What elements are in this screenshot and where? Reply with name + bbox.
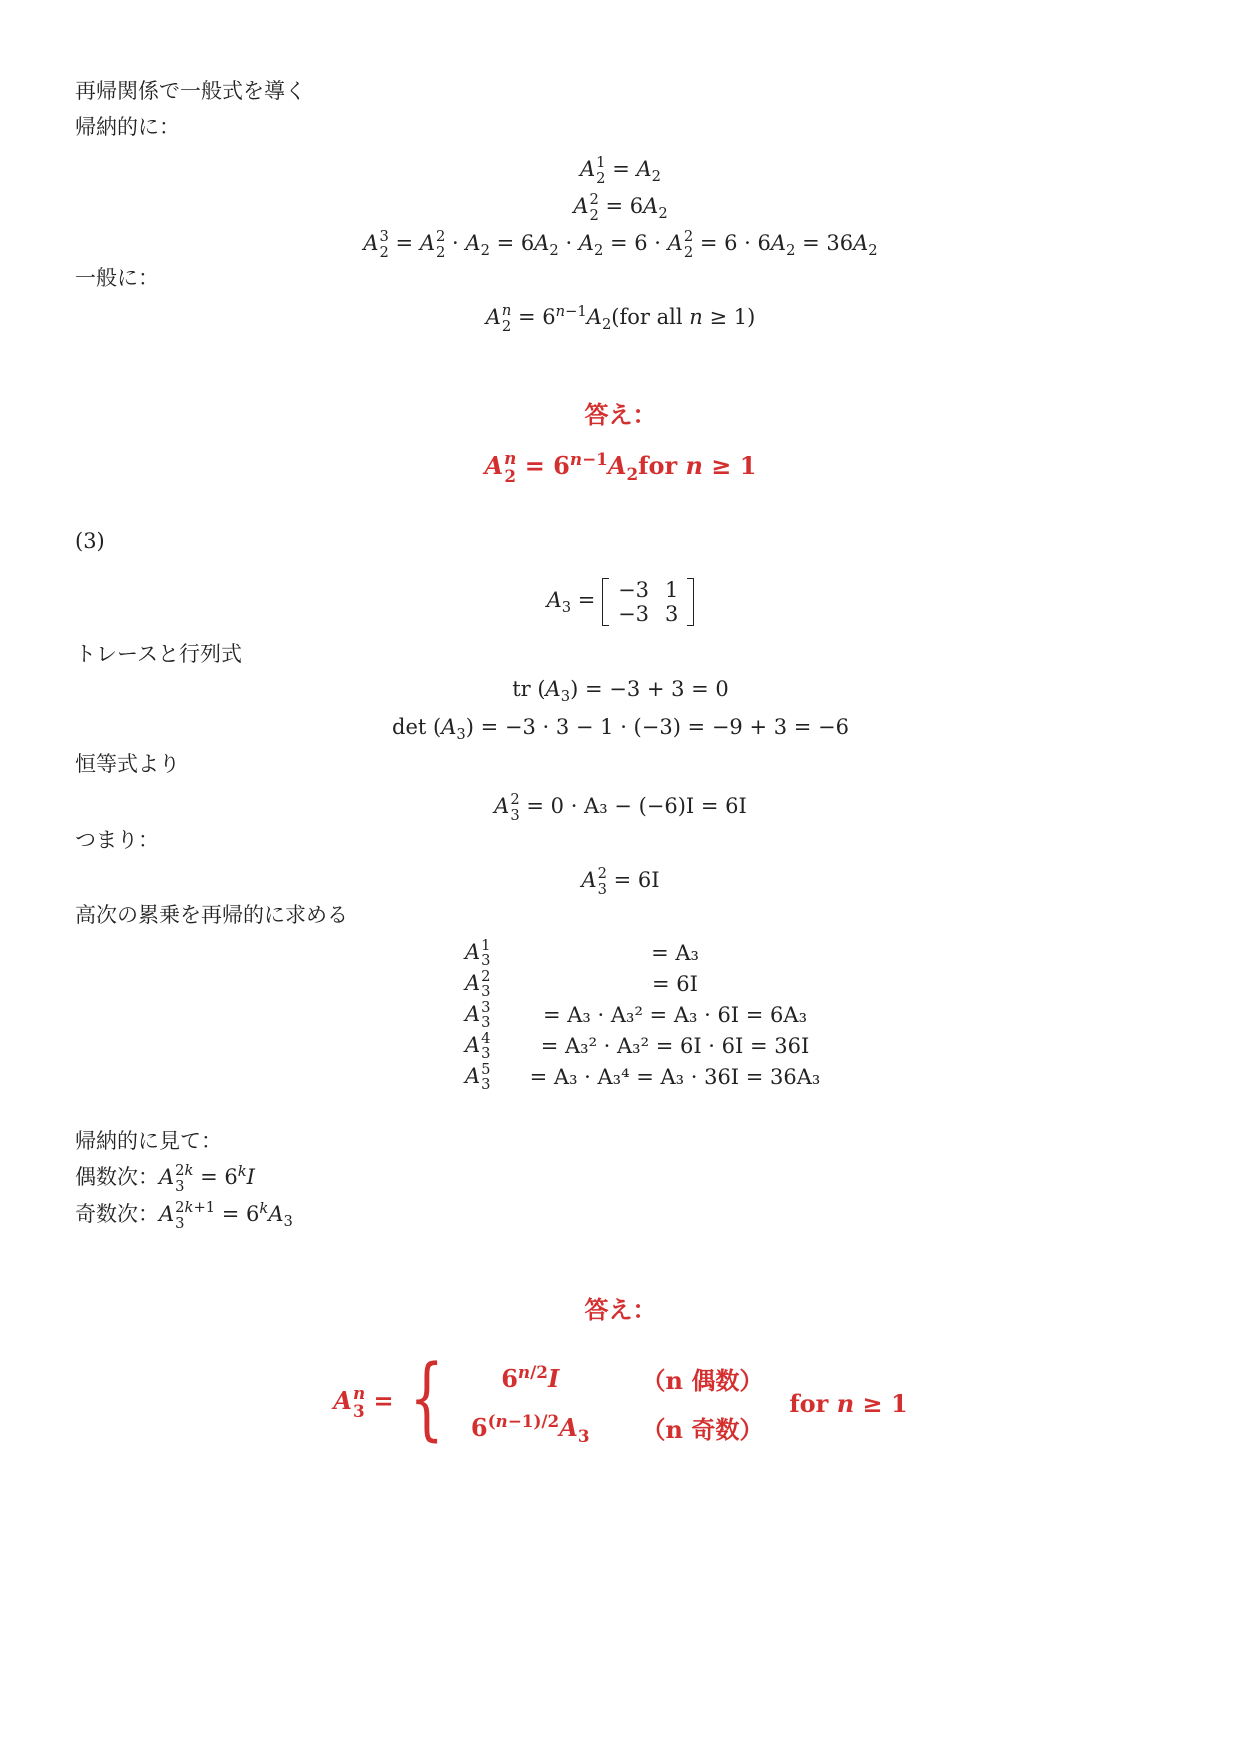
- label-identity: 恒等式より: [75, 752, 180, 776]
- identity-rhs: = 0 · A₃ − (−6)I = 6I: [526, 794, 747, 818]
- matrix-cell: −3: [618, 577, 650, 602]
- table-row: A 3 3 = A₃ · A₃² = A₃ · 6I = 6A₃: [465, 1000, 825, 1031]
- powers-rhs: = A₃² · A₃² = 6I · 6I = 36I: [540, 1034, 810, 1059]
- powers-rhs: = A₃ · A₃⁴ = A₃ · 36I = 36A₃: [529, 1064, 821, 1089]
- label-even: 偶数次：: [75, 1165, 159, 1189]
- answer-label-2: 答え：: [584, 1295, 657, 1324]
- equation-general-form: A n 2 = $6^{n-1}A_2(for$ all n ≥ 1): [485, 302, 756, 335]
- table-row: A 4 3 = A₃² · A₃² = 6I · 6I = 36I: [465, 1031, 825, 1062]
- powers-rhs: = A₃: [651, 941, 699, 966]
- case-even-label: （n 偶数）: [641, 1366, 764, 1395]
- powers-rhs: = 6I: [652, 972, 698, 997]
- table-row: $6^{(n-1)/2}A_3$ （n 奇数）: [461, 1404, 773, 1451]
- answer-2-for: for: [789, 1388, 829, 1418]
- table-row: A 1 3 = A₃: [465, 938, 825, 969]
- label-inductive: 帰納的に：: [75, 115, 180, 139]
- answer-equation-1: A n 2 = $6^{n-1}A_2for$ n ≥ 1: [484, 448, 757, 486]
- answer-1-for: for: [638, 451, 678, 481]
- cases-table: [459, 1353, 775, 1453]
- matrix-cell: 3: [665, 601, 679, 626]
- label-trace-det: トレースと行列式: [75, 642, 242, 666]
- table-row: A 5 3 = A₃ · A₃⁴ = A₃ · 36I = 36A₃: [465, 1062, 825, 1093]
- powers-table: [465, 938, 825, 1092]
- even-case-line: 偶数次：A 2k 3 = $6^kI$: [75, 1162, 255, 1195]
- odd-case-line: 奇数次：A 2k+1 3 = $6^kA_3$: [75, 1199, 293, 1232]
- matrix-a3: [602, 578, 694, 626]
- table-row: A 2 3 = 6I: [465, 969, 825, 1000]
- equation-trace: tr $(A_3) = -3 + 3 = 0$: [512, 677, 729, 706]
- heading-recursion: 再帰関係で一般式を導く: [75, 79, 306, 103]
- det-rhs: = −3 · 3 − 1 · (−3) = −9 + 3 = −6: [480, 715, 849, 739]
- label-higher-powers: 高次の累乗を再帰的に求める: [75, 903, 348, 927]
- label-odd: 奇数次：: [75, 1202, 159, 1226]
- label-inductive-view: 帰納的に見て：: [75, 1129, 222, 1153]
- matrix-cell: −3: [618, 601, 650, 626]
- answer-label-1: 答え：: [584, 400, 657, 429]
- equation-a2-power-2: A 2 2 = $6A_2$: [573, 191, 668, 224]
- section-3-label: (3): [75, 529, 105, 553]
- equation-identity: A 2 3 = 0 · A₃ − (−6)I = 6I: [494, 791, 747, 824]
- general-condition-text: (for all: [611, 305, 683, 329]
- left-brace: {: [409, 1346, 444, 1451]
- equation-a2-power-1: A 1 2 = $A_2$: [579, 154, 661, 187]
- equation-matrix-a3: $A_3$ = −3 1 −3 3: [0, 575, 1241, 626]
- label-general: 一般に：: [75, 266, 159, 290]
- thus-rhs: = 6I: [613, 868, 660, 892]
- equation-a2-power-3: A 3 2 = A 2 2 · $A_2 = 6A_2 \cdot A_2 = 6 \cdot A$ 2 2 = $6 \cdot 6A_2 = 36A_2$: [363, 228, 878, 261]
- equation-det: $\det (A_3) = -3 \cdot 3 - 1 \cdot (-3) = -9 + 3 = -6$: [392, 715, 849, 744]
- powers-rhs: = A₃ · A₃² = A₃ · 6I = 6A₃: [543, 1003, 807, 1028]
- case-odd-label: （n 奇数）: [641, 1415, 764, 1444]
- trace-rhs: = −3 + 3 = 0: [584, 677, 729, 701]
- label-thus: つまり：: [75, 828, 159, 852]
- matrix-cell: 1: [665, 577, 679, 602]
- table-row: $6^{n/2}I$ （n 偶数）: [461, 1355, 773, 1402]
- answer-equation-2: A n 3 = { $6^{n/2}I$ （n 偶数） $6^{(n-1)/2}A_3$ （n 奇数） for n ≥ 1: [333, 1346, 908, 1451]
- equation-thus: A 2 3 = 6I: [581, 865, 660, 898]
